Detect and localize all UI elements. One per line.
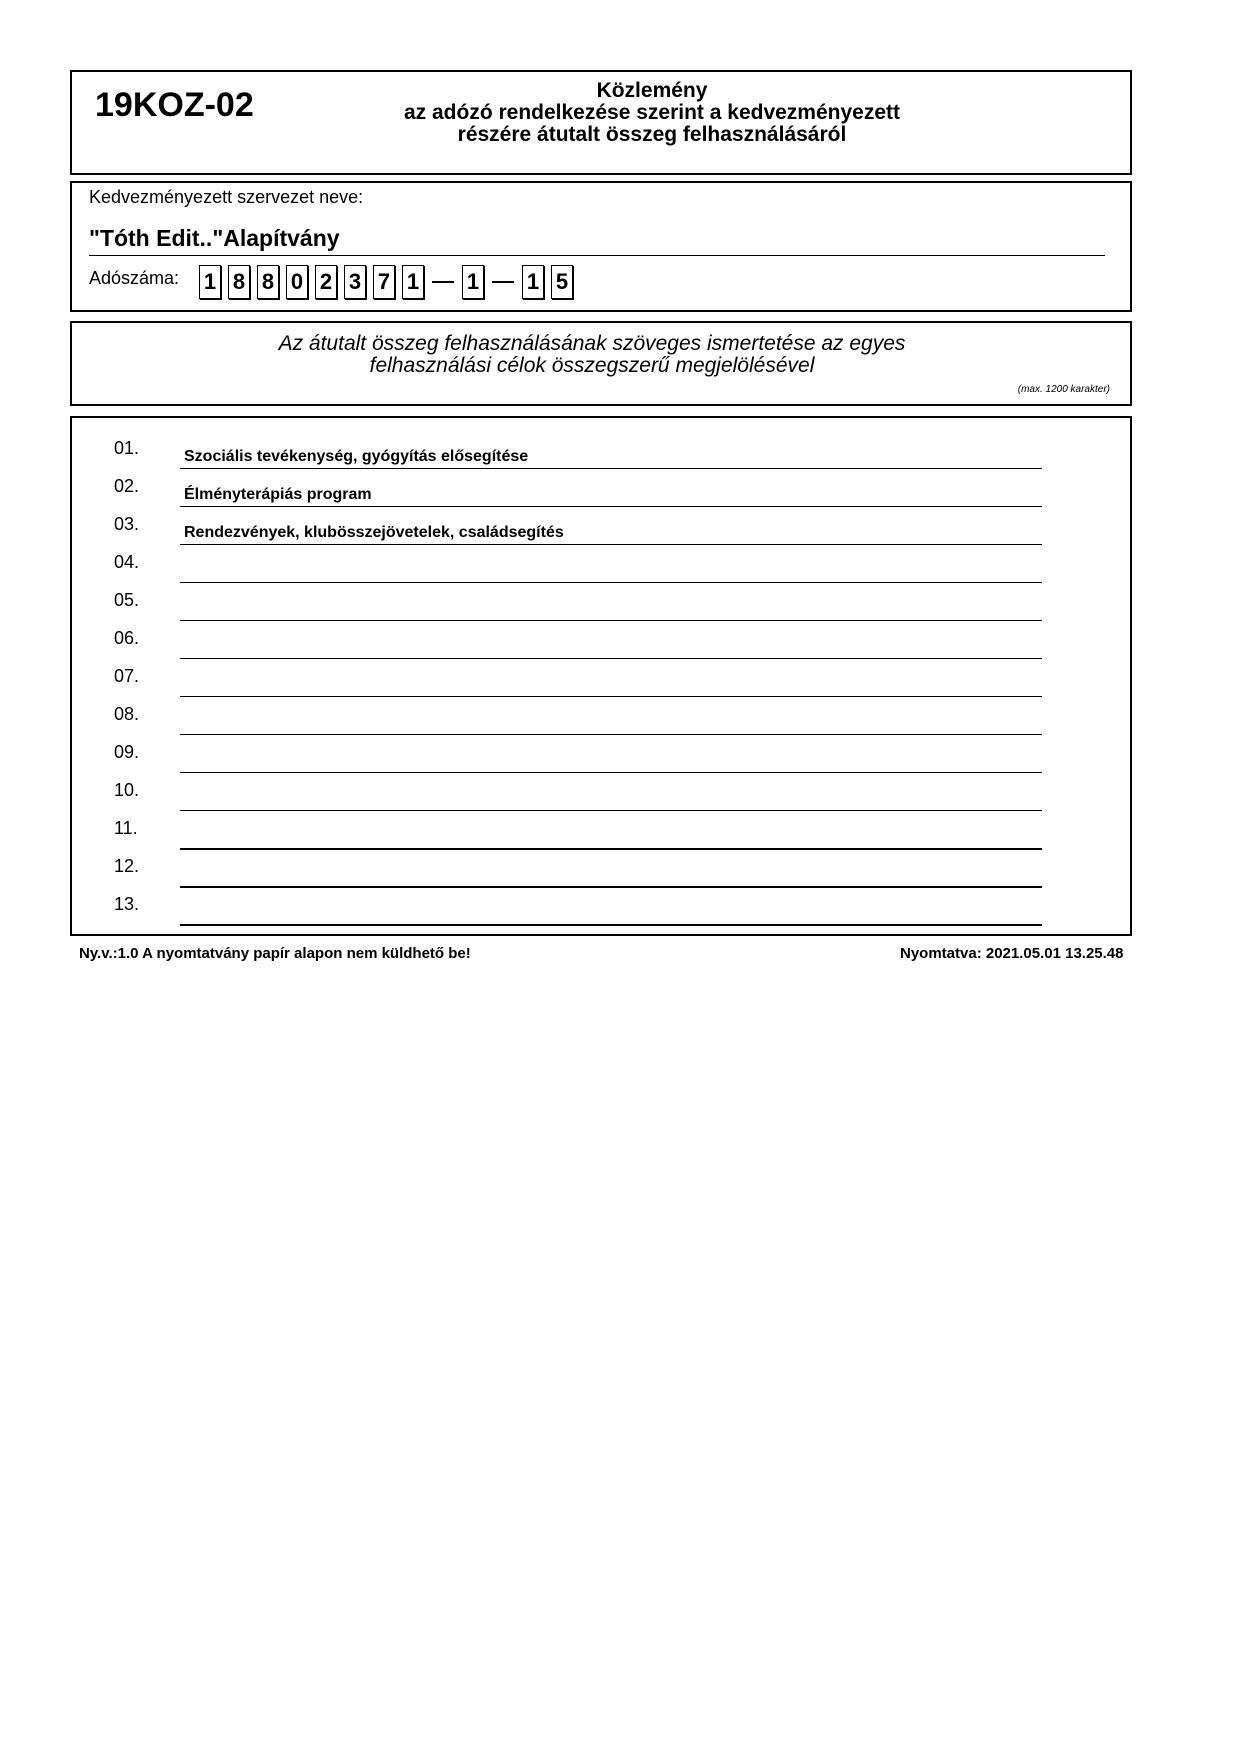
usage-list (70, 416, 1132, 936)
list-item (72, 502, 1132, 540)
title-line-1: Közlemény (596, 79, 708, 102)
tax-number-label: Adószáma: (89, 268, 180, 288)
tax-digit[interactable]: 1 (199, 265, 221, 299)
list-item (72, 426, 1132, 464)
item-number: 12. (114, 856, 140, 876)
item-number: 06. (114, 628, 140, 648)
tax-digit[interactable]: 1 (402, 265, 424, 299)
title-line-2: az adózó rendelkezése szerint a kedvezményezett (403, 101, 901, 124)
tax-digit[interactable]: 1 (522, 265, 544, 299)
tax-separator (432, 281, 454, 283)
organization-name-field[interactable]: "Tóth Edit.."Alapítvány (89, 225, 340, 251)
tax-number-field[interactable] (199, 265, 580, 299)
organization-name-underline (89, 255, 1105, 256)
item-number: 11. (114, 818, 138, 838)
item-number: 05. (114, 590, 140, 610)
organization-name-label: Kedvezményezett szervezet neve: (89, 187, 364, 207)
item-number: 13. (114, 894, 140, 914)
list-item (72, 844, 1132, 882)
tax-separator (492, 281, 514, 283)
list-item (72, 464, 1132, 502)
description-section (70, 321, 1132, 406)
item-number: 04. (114, 552, 140, 572)
item-underline (180, 924, 1042, 926)
form-code: 19KOZ-02 (95, 86, 254, 124)
footer-version-note: Ny.v.:1.0 A nyomtatvány papír alapon nem küldhető be! (79, 945, 471, 962)
form-title (302, 80, 1002, 146)
list-item (72, 692, 1132, 730)
organization-section (70, 181, 1132, 312)
list-item (72, 882, 1132, 920)
item-number: 02. (114, 476, 140, 496)
item-text-field[interactable]: Élményterápiás program (184, 486, 372, 503)
tax-digit[interactable]: 8 (228, 265, 250, 299)
description-line-2: felhasználási célok összegszerű megjelölésével (369, 354, 815, 377)
list-item (72, 616, 1132, 654)
item-number: 03. (114, 514, 140, 534)
list-item (72, 806, 1132, 844)
item-number: 07. (114, 666, 140, 686)
footer-print-date: Nyomtatva: 2021.05.01 13.25.48 (900, 945, 1124, 962)
form-header (70, 70, 1132, 175)
description-line-1: Az átutalt összeg felhasználásának szöveges ismertetése az egyes (278, 332, 906, 355)
list-item (72, 768, 1132, 806)
list-item (72, 654, 1132, 692)
tax-digit[interactable]: 2 (315, 265, 337, 299)
tax-digit[interactable]: 5 (551, 265, 573, 299)
tax-digit[interactable]: 7 (373, 265, 395, 299)
item-number: 10. (114, 780, 140, 800)
tax-digit[interactable]: 8 (257, 265, 279, 299)
list-item (72, 540, 1132, 578)
item-number: 08. (114, 704, 140, 724)
item-number: 01. (114, 438, 140, 458)
item-text-field[interactable]: Rendezvények, klubösszejövetelek, családsegítés (184, 524, 564, 541)
title-line-3: részére átutalt összeg felhasználásáról (457, 123, 847, 146)
character-limit-note: (max. 1200 karakter) (1017, 384, 1110, 395)
tax-digit[interactable]: 1 (462, 265, 484, 299)
tax-digit[interactable]: 0 (286, 265, 308, 299)
list-item (72, 730, 1132, 768)
description-text (192, 333, 992, 377)
list-item (72, 578, 1132, 616)
item-text-field[interactable]: Szociális tevékenység, gyógyítás elősegítése (184, 448, 529, 465)
tax-digit[interactable]: 3 (344, 265, 366, 299)
item-number: 09. (114, 742, 140, 762)
